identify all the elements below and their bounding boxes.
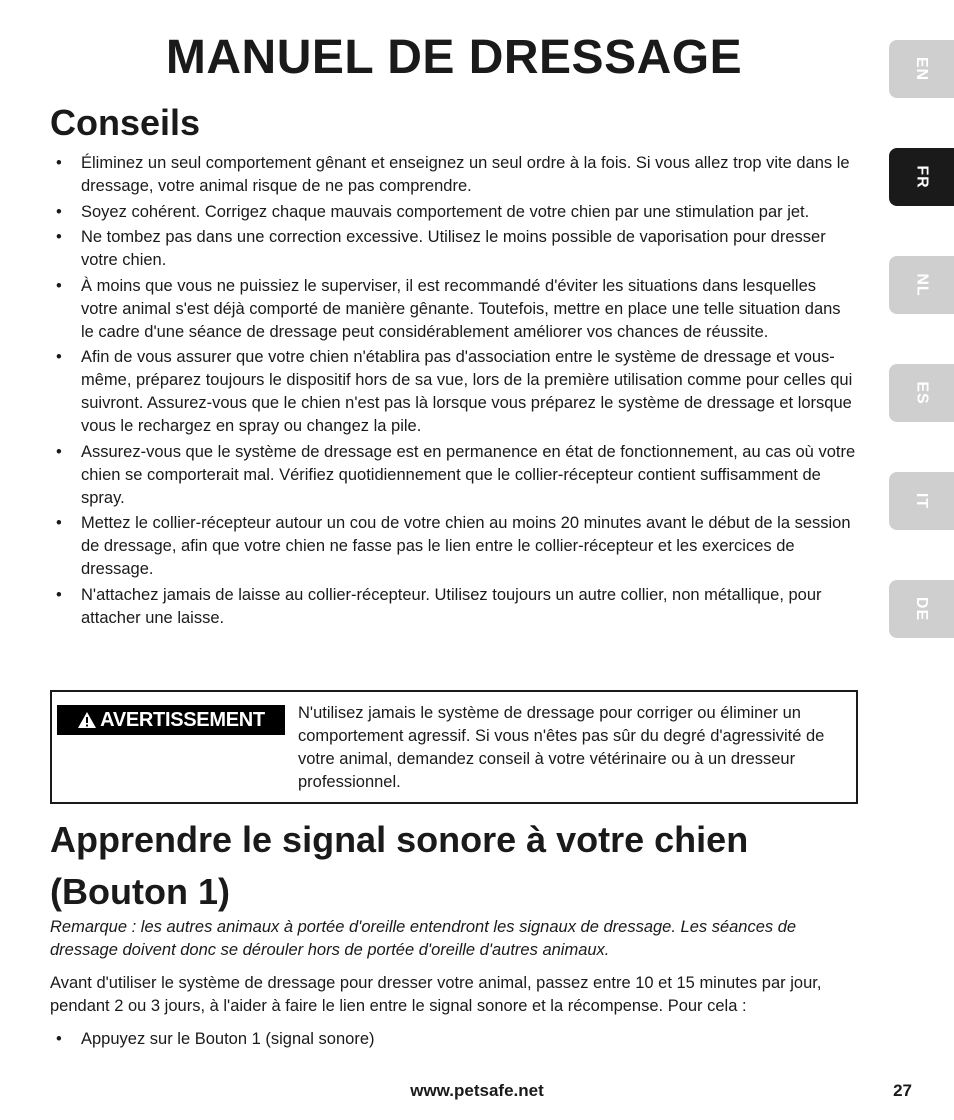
note-text: Remarque : les autres animaux à portée d'oreille entendront les signaux de dressage. Les séances de dressage doivent donc se dérouler hors de portée d'oreille d'autres animaux. [50, 918, 797, 959]
lang-tab-label: EN [913, 56, 931, 82]
intro-paragraph: Avant d'utiliser le système de dressage pour dresser votre animal, passez entre 10 et 15 minutes par jour, pendant 2 ou 3 jours, à l'aider à faire le lien entre le signal sonore et la récompense. Pour cela : [50, 974, 822, 1015]
warning-box [50, 690, 858, 804]
steps-list [50, 1028, 856, 1054]
footer-url[interactable]: www.petsafe.net [410, 1081, 544, 1100]
lang-tab-label: FR [913, 165, 931, 189]
warning-label-text: AVERTISSEMENT [100, 708, 265, 731]
section-heading-signal: Apprendre le signal sonore à votre chien (Bouton 1) [50, 819, 749, 912]
page-title: MANUEL DE DRESSAGE [165, 31, 743, 84]
tips-list [50, 152, 856, 632]
warning-label [57, 705, 285, 735]
list-item: • Ne tombez pas dans une correction excessive. Utilisez le moins possible de vaporisation pour dresser votre chien. [50, 226, 856, 272]
lang-tab-label: ES [913, 381, 931, 405]
lang-tab-label: IT [913, 492, 931, 510]
list-item: • Mettez le collier-récepteur autour un cou de votre chien au moins 20 minutes avant le début de la session de dressage, afin que votre chien ne fasse pas le lien entre le collier-récepteur et les exercices de dressage. [50, 512, 856, 581]
warning-text: N'utilisez jamais le système de dressage pour corriger ou éliminer un comportement agressif. Si vous n'êtes pas sûr du degré d'agressivité de votre animal, demandez conseil à votre vétérinaire ou à un dresseur professionnel. [298, 704, 825, 791]
lang-tab-es[interactable] [889, 364, 954, 422]
list-item: • Appuyez sur le Bouton 1 (signal sonore) [50, 1028, 856, 1051]
list-item: • Assurez-vous que le système de dressage est en permanence en état de fonctionnement, au cas où votre chien se comporterait mal. Vérifiez quotidiennement que le collier-récepteur contient suffisamment de spray. [50, 441, 856, 510]
list-item: • Éliminez un seul comportement gênant et enseignez un seul ordre à la fois. Si vous allez trop vite dans le dressage, votre animal risque de ne pas comprendre. [50, 152, 856, 198]
list-item: • À moins que vous ne puissiez le superviser, il est recommandé d'éviter les situations dans lesquelles votre animal s'est déjà comporté de manière gênante. Toutefois, mettre en place une telle situation dans le cadre d'une séance de dressage peut considérablement améliorer vos chances de réussite. [50, 275, 856, 344]
lang-tab-label: DE [913, 596, 931, 622]
warning-triangle-icon [77, 711, 97, 729]
list-item: • N'attachez jamais de laisse au collier-récepteur. Utilisez toujours un autre collier, non métallique, pour attacher une laisse. [50, 584, 856, 630]
lang-tab-de[interactable] [889, 580, 954, 638]
page-number: 27 [893, 1081, 912, 1100]
lang-tab-it[interactable] [889, 472, 954, 530]
lang-tab-en[interactable] [889, 40, 954, 98]
lang-tab-nl[interactable] [889, 256, 954, 314]
section-heading-conseils: Conseils [50, 102, 201, 143]
list-item: • Afin de vous assurer que votre chien n'établira pas d'association entre le système de dressage et vous-même, préparez toujours le dispositif hors de sa vue, lors de la première utilisation comme pour celles qui suivront. Assurez-vous que le chien n'est pas là lorsque vous préparez le système de dressage et lorsque vous le rechargez en spray ou changez la pile. [50, 346, 856, 438]
lang-tab-fr[interactable] [889, 148, 954, 206]
lang-tab-label: NL [913, 273, 931, 297]
list-item: • Soyez cohérent. Corrigez chaque mauvais comportement de votre chien par une stimulation par jet. [50, 201, 856, 224]
